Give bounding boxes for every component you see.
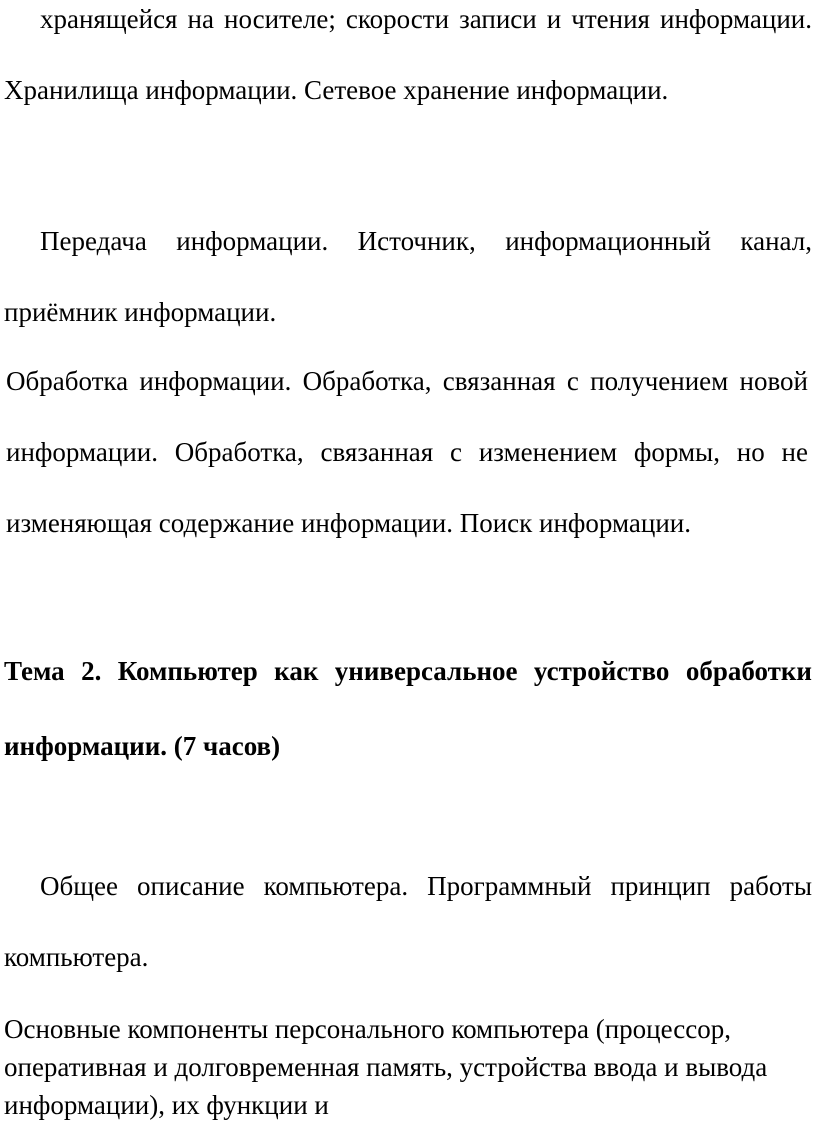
paragraph-computer-description: Общее описание компьютера. Программный принцип работы компьютера. xyxy=(4,871,812,972)
paragraph-computer-components: Основные компоненты персонального компьютера (процессор, оперативная и долговременная память, устройства ввода и вывода информации), их функции и xyxy=(4,1014,768,1120)
paragraph-transmission: Передача информации. Источник, информационный канал, приёмник информации. xyxy=(4,226,812,327)
paragraph-processing: Обработка информации. Обработка, связанная с получением новой информации. Обработка, связанная с изменением формы, но не изменяющая содержание информации. Поиск информации. xyxy=(6,366,808,538)
paragraph-storage: хранящейся на носителе; скорости записи и чтения информации. Хранилища информации. Сетевое хранение информации. xyxy=(4,4,812,105)
section-heading: Тема 2. Компьютер как универсальное устройство обработки информации. (7 часов) xyxy=(4,656,812,761)
